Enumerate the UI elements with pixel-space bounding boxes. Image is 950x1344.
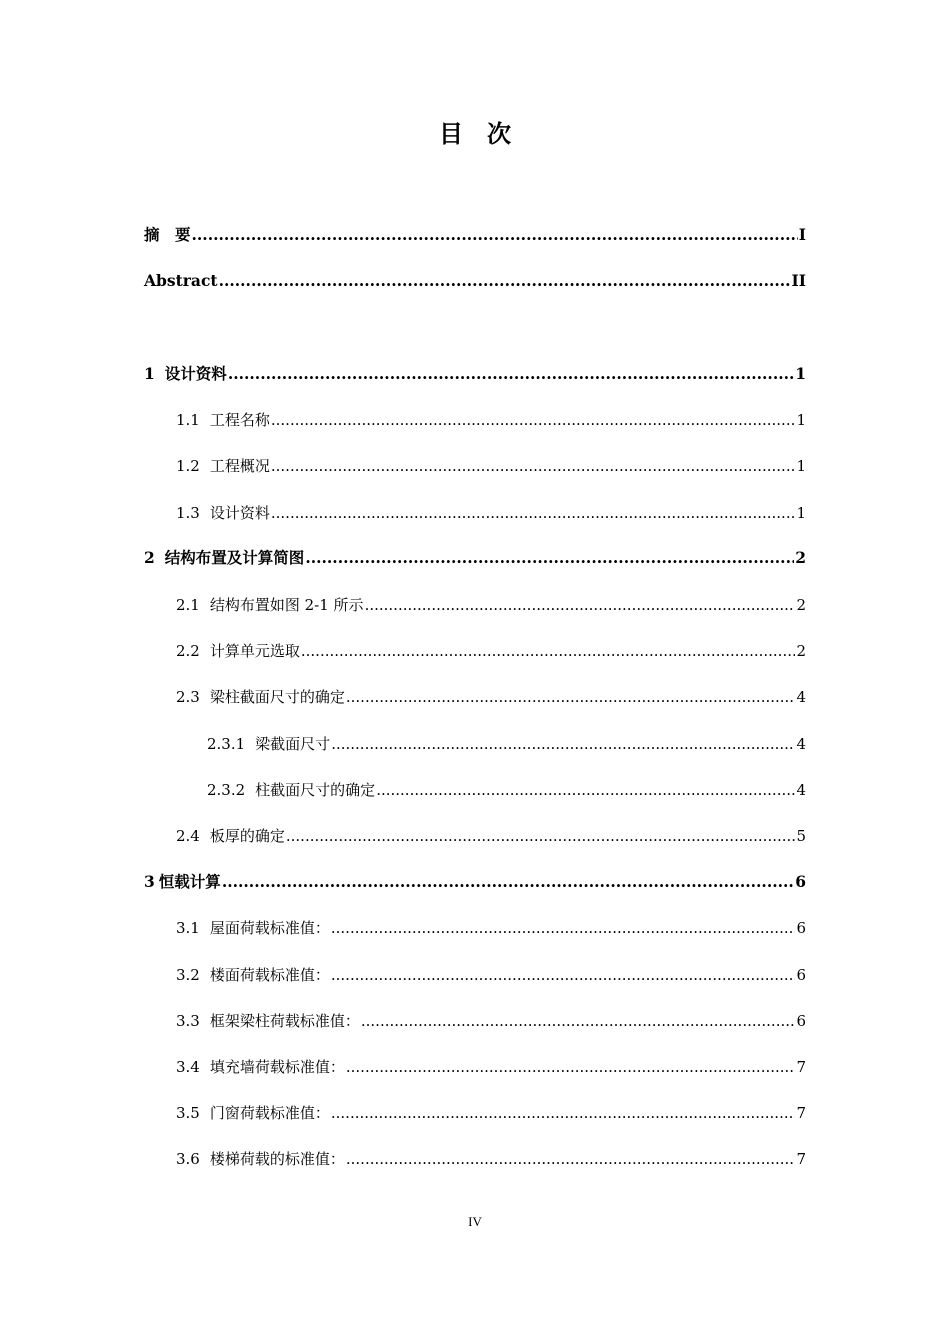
toc-entry-number: 3.1 [176, 919, 200, 937]
toc-entry-number: 1.1 [176, 411, 200, 429]
toc-entry-title: 结构布置如图 2-1 所示 [209, 596, 364, 614]
toc-page-number: 7 [796, 1104, 806, 1122]
toc-entry-3[interactable] [144, 870, 806, 892]
toc-entry-title: 计算单元选取 [209, 642, 300, 660]
toc-entry-1[interactable] [144, 362, 806, 384]
toc-entry-number: 2.3.2 [207, 781, 246, 799]
title-char-1: 目 [439, 120, 463, 148]
toc-entry-3-6[interactable] [176, 1147, 806, 1169]
toc-page-number: 7 [796, 1058, 806, 1076]
toc-entry-title: 楼面荷载标准值： [209, 966, 330, 984]
toc-page-number: 6 [796, 1012, 806, 1030]
toc-entry-2-4[interactable] [176, 824, 806, 846]
dot-leader [271, 456, 796, 476]
toc-entry-title: 工程名称 [209, 411, 270, 429]
dot-leader [222, 872, 794, 892]
dot-leader [286, 826, 796, 846]
toc-entry-title: 柱截面尺寸的确定 [255, 781, 376, 799]
toc-page-number: 2 [795, 548, 806, 567]
dot-leader [219, 271, 791, 291]
dot-leader [365, 595, 796, 615]
toc-entry-1-3[interactable] [176, 501, 806, 523]
toc-entry-3-5[interactable] [176, 1101, 806, 1123]
toc-entry-number: 1 [144, 364, 155, 383]
dot-leader [271, 503, 796, 523]
dot-leader [228, 364, 794, 384]
toc-entry-2-3[interactable] [176, 685, 806, 707]
toc-page-number: 4 [796, 688, 806, 706]
dot-leader [331, 918, 796, 938]
toc-entry-number: 3.6 [176, 1150, 200, 1168]
dot-leader [301, 641, 796, 661]
toc-entry-number: 2 [144, 548, 155, 567]
toc-page-number: 7 [796, 1150, 806, 1168]
toc-page-number: 6 [796, 966, 806, 984]
toc-entry-title: Abstract [144, 271, 218, 290]
dot-leader [346, 687, 796, 707]
toc-entry-abstract-en[interactable] [144, 269, 806, 291]
toc-entry-title: 工程概况 [209, 457, 270, 475]
toc-entry-title: 门窗荷载标准值： [209, 1104, 330, 1122]
toc-page-number: 6 [795, 872, 806, 891]
toc-entry-2-1[interactable] [176, 593, 806, 615]
toc-entry-title: 板厚的确定 [209, 827, 285, 845]
toc-entry-number: 3.2 [176, 966, 200, 984]
dot-leader [346, 1057, 796, 1077]
toc-entry-abstract-cn[interactable] [144, 223, 806, 245]
toc-entry-title: 梁柱截面尺寸的确定 [209, 688, 345, 706]
toc-entry-title: 恒载计算 [158, 872, 221, 891]
toc-entry-number: 2.1 [176, 596, 200, 614]
toc-entry-title: 屋面荷载标准值： [209, 919, 330, 937]
toc-entry-title: 楼梯荷载的标准值： [209, 1150, 345, 1168]
dot-leader [305, 548, 794, 568]
toc-page-number: 1 [795, 364, 806, 383]
toc-entry-number: 2.3.1 [207, 735, 246, 753]
toc-page-number: I [798, 225, 806, 244]
dot-leader [271, 410, 796, 430]
toc-entry-title: 框架梁柱荷载标准值： [209, 1012, 360, 1030]
toc-entry-3-4[interactable] [176, 1055, 806, 1077]
dot-leader [331, 734, 795, 754]
toc-entry-number: 1.2 [176, 457, 200, 475]
toc-entry-title: 梁截面尺寸 [255, 735, 331, 753]
dot-leader [376, 780, 795, 800]
toc-entry-title: 设计资料 [209, 504, 270, 522]
toc-entry-number: 3.3 [176, 1012, 200, 1030]
toc-entry-number: 3.4 [176, 1058, 200, 1076]
toc-page-number: II [791, 271, 806, 290]
toc-page-number: 1 [796, 411, 806, 429]
toc-entry-3-1[interactable] [176, 916, 806, 938]
toc-page-number: 2 [796, 596, 806, 614]
toc-page-number: 2 [796, 642, 806, 660]
toc-entry-2-3-1[interactable] [207, 732, 806, 754]
toc-entry-title: 结构布置及计算简图 [164, 548, 305, 567]
toc-entry-number: 3.5 [176, 1104, 200, 1122]
title-char-2: 次 [487, 120, 511, 148]
toc-entry-number: 2.3 [176, 688, 200, 706]
dot-leader [346, 1149, 796, 1169]
toc-entry-1-2[interactable] [176, 454, 806, 476]
toc-page-number: 6 [796, 919, 806, 937]
toc-entry-3-2[interactable] [176, 963, 806, 985]
toc-page-number: 1 [796, 457, 806, 475]
toc-entry-2-3-2[interactable] [207, 778, 806, 800]
toc-entry-number: 3 [144, 872, 155, 891]
dot-leader [331, 1103, 796, 1123]
toc-entry-title: 摘 要 [144, 225, 191, 244]
toc-page-number: 4 [796, 735, 806, 753]
toc-entry-2[interactable] [144, 546, 806, 568]
toc-page-number: 1 [796, 504, 806, 522]
toc-page-number: 4 [796, 781, 806, 799]
dot-leader [361, 1011, 796, 1031]
toc-page-number: 5 [796, 827, 806, 845]
dot-leader [331, 965, 796, 985]
footer-page-number: IV [468, 1214, 482, 1229]
toc-entry-number: 2.4 [176, 827, 200, 845]
toc-entry-title: 填充墙荷载标准值： [209, 1058, 345, 1076]
toc-entry-1-1[interactable] [176, 408, 806, 430]
toc-entry-number: 2.2 [176, 642, 200, 660]
toc-entry-3-3[interactable] [176, 1009, 806, 1031]
toc-entry-2-2[interactable] [176, 639, 806, 661]
toc-entry-number: 1.3 [176, 504, 200, 522]
toc-entry-title: 设计资料 [164, 364, 227, 383]
dot-leader [192, 225, 798, 245]
